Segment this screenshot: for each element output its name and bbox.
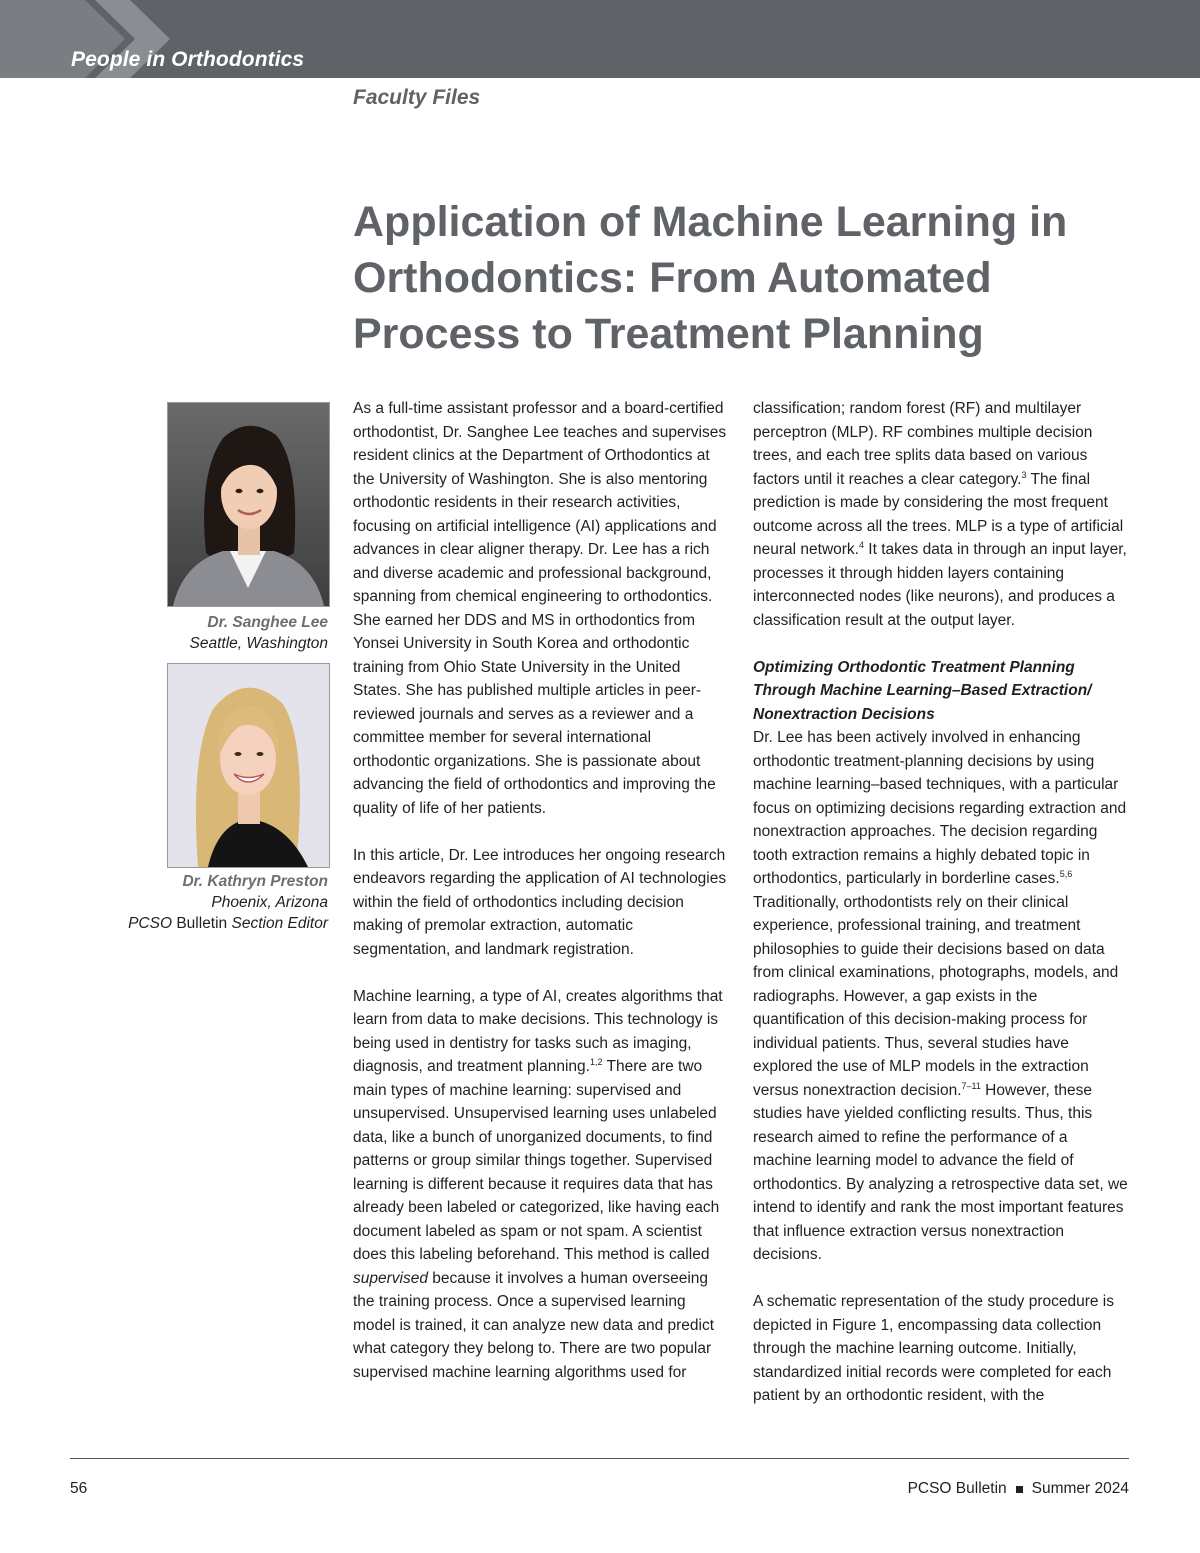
citation: 3 — [1021, 469, 1027, 480]
section-subhead: Optimizing Orthodontic Treatment Planning Through Machine Learning–Based Extraction/ Nonextraction Decisions — [753, 658, 1092, 723]
citation: 7–11 — [961, 1080, 981, 1091]
footer-publication — [908, 1480, 1129, 1498]
paragraph: A schematic representation of the study procedure is depicted in Figure 1, encompassing data collection through the machine learning outcome. Initially, standardized initial records were completed for each patient by an orthodontic resident, with the — [753, 1293, 1115, 1404]
citation: 5,6 — [1059, 869, 1073, 879]
article-title: Application of Machine Learning in Orthodontics: From Automated Process to Treatment Planning — [353, 198, 1068, 358]
issue-date: Summer 2024 — [1031, 1480, 1129, 1497]
page-number: 56 — [70, 1480, 88, 1497]
body-column-right — [753, 397, 1129, 1431]
paragraph: Dr. Lee has been actively involved in enhancing orthodontic treatment-planning decisions by using machine learning–based techniques, with a particular focus on optimizing decisions regarding extraction and nonextraction approaches. The decision regarding tooth extraction remains a highly debated topic in orthodontics, particularly in borderline cases.$^{5,6}$ Traditionally, orthodontists rely on their clinical experience, professional training, and treatment philosophies to guide their decisions based on data from clinical examinations, photographs, models, and radiographs. However, a gap exists in the quantification of this decision-making process for individual patients. Thus, several studies have explored the use of MLP models in the extraction versus nonextraction decision.$^{7-11}$ However, these studies have yielded conflicting results. Thus, this research aimed to refine the performance of a machine learning model to advance the field of orthodontics. By analyzing a retrospective data set, we intend to identify and rank the most important features that influence extraction versus nonextraction decisions. — [753, 729, 1128, 1263]
footer-divider — [70, 1458, 1129, 1459]
author-photo-lee — [167, 402, 330, 607]
paragraph: Machine learning, a type of AI, creates algorithms that learn from data to make decisions. This technology is being used in dentistry for tasks such as imaging, diagnosis, and treatment planning.$^{1,2}$ There are two main types of machine learning: supervised and unsupervised. Unsupervised learning uses unlabeled data, like a bunch of unorganized documents, to find patterns or group similar things together. Supervised learning is different because it requires data that has already been labeled or categorized, like having each document labeled as spam or not spam. A scientist does this labeling beforehand. This method is called supervised because it involves a human overseeing the training process. Once a supervised learning model is trained, it can analyze new data and predict what category they belong to. There are two popular supervised machine learning algorithms used for — [353, 987, 723, 1381]
author-photo-preston — [167, 663, 330, 868]
body-column-left — [353, 397, 731, 1408]
paragraph: classification; random forest (RF) and multilayer perceptron (MLP). RF combines multiple decision trees, and each tree splits data based on various factors until it reaches a clear category.$^3$ The final prediction is made by considering the most frequent outcome across all the trees. MLP is a type of artificial neural network.$^4$ It takes data in through an input layer, processes it through hidden layers containing interconnected nodes (like neurons), and produces a classification result at the output layer. — [753, 400, 1127, 629]
section-label: People in Orthodontics — [71, 48, 305, 71]
department-label: Faculty Files — [353, 86, 481, 109]
publication-name: PCSO Bulletin — [907, 1480, 1007, 1497]
author-name: Dr. Sanghee Lee — [207, 614, 328, 631]
author-location: Seattle, Washington — [189, 635, 328, 652]
paragraph: In this article, Dr. Lee introduces her ongoing research endeavors regarding the application of AI technologies within the field of orthodontics including decision making of premolar extraction, automatic segmentation, and landmark registration. — [353, 846, 727, 958]
author-location: Phoenix, Arizona — [211, 894, 328, 911]
author-caption-lee — [190, 612, 328, 654]
bullet-square-icon — [1016, 1486, 1023, 1493]
citation: 1,2 — [589, 1057, 603, 1067]
section-header-band — [0, 0, 1200, 78]
paragraph: As a full-time assistant professor and a board-certified orthodontist, Dr. Sanghee Lee teaches and supervises resident clinics at the Department of Orthodontics at the University of Washington. She is also mentoring orthodontic residents in their research activities, focusing on artificial intelligence (AI) applications and advances in clear aligner therapy. Dr. Lee has a rich and diverse academic and professional background, spanning from chemical engineering to orthodontics. She earned her DDS and MS in orthodontics from Yonsei University in South Korea and orthodontic training from Ohio State University in the United States. She has published multiple articles in peer-reviewed journals and serves as a reviewer and a committee member for several international orthodontic organizations. She is passionate about advancing the field of orthodontics and improving the quality of life of her patients. — [353, 400, 727, 817]
author-role: PCSO Bulletin Section Editor — [128, 915, 328, 932]
author-name: Dr. Kathryn Preston — [182, 873, 328, 890]
citation: 4 — [858, 540, 864, 550]
author-caption-preston — [128, 871, 328, 934]
